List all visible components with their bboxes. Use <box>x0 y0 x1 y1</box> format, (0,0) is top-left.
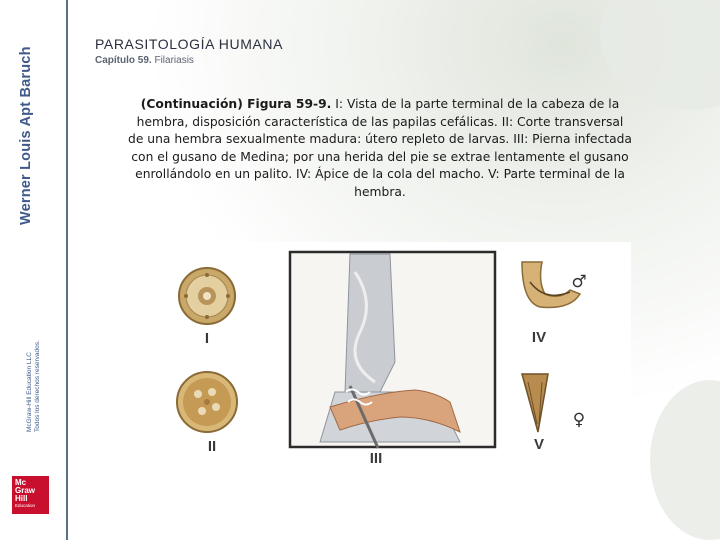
copyright-line: Todos los derechos reservados. <box>34 340 41 432</box>
label-iv: IV <box>531 329 547 346</box>
male-symbol: ♂ <box>571 272 587 292</box>
chapter-label: Capítulo 59. <box>95 55 152 66</box>
sidebar <box>0 0 68 540</box>
panel-v-illustration <box>522 374 548 432</box>
course-title: PARASITOLOGÍA HUMANA <box>95 36 284 52</box>
logo-line: Graw <box>15 486 36 495</box>
copyright-notice <box>26 340 42 432</box>
label-v: V <box>533 436 545 453</box>
logo-sub: Education <box>15 503 36 508</box>
panel-ii-illustration <box>177 372 237 432</box>
bg-shape <box>650 380 720 540</box>
logo-line: Hill <box>15 494 28 503</box>
label-iii: III <box>369 450 383 467</box>
figure-caption <box>128 96 632 201</box>
caption-text: I: Vista de la parte terminal de la cabeza de la hembra, disposición característica de las papilas cefálicas. II: Corte transversal de una hembra sexualmente madura: útero repleto de larvas. III: Pierna infectada con el gusano de Medina; por una herida del pie se extrae lentamente el gusano enrollándolo en un palito. IV: Ápice de la cola del macho. V: Parte terminal de la hembra. <box>128 97 632 199</box>
label-ii: II <box>207 438 217 455</box>
figure-label: (Continuación) Figura 59-9. <box>140 97 332 111</box>
chapter-heading <box>95 55 194 66</box>
label-i: I <box>204 330 210 347</box>
publisher-logo <box>12 476 49 514</box>
copyright-line: McGraw-Hill Education LLC <box>26 352 33 432</box>
panel-iii-illustration <box>290 252 495 448</box>
panel-i-illustration <box>179 268 235 324</box>
figure-illustration <box>150 242 631 475</box>
logo-line: Mc <box>15 478 27 487</box>
chapter-title: Filariasis <box>154 55 194 66</box>
author-vertical-title: Werner Louis Apt Baruch <box>18 46 34 225</box>
figure-svg <box>150 242 631 475</box>
bg-shape <box>600 0 720 110</box>
female-symbol: ♀ <box>572 410 586 430</box>
